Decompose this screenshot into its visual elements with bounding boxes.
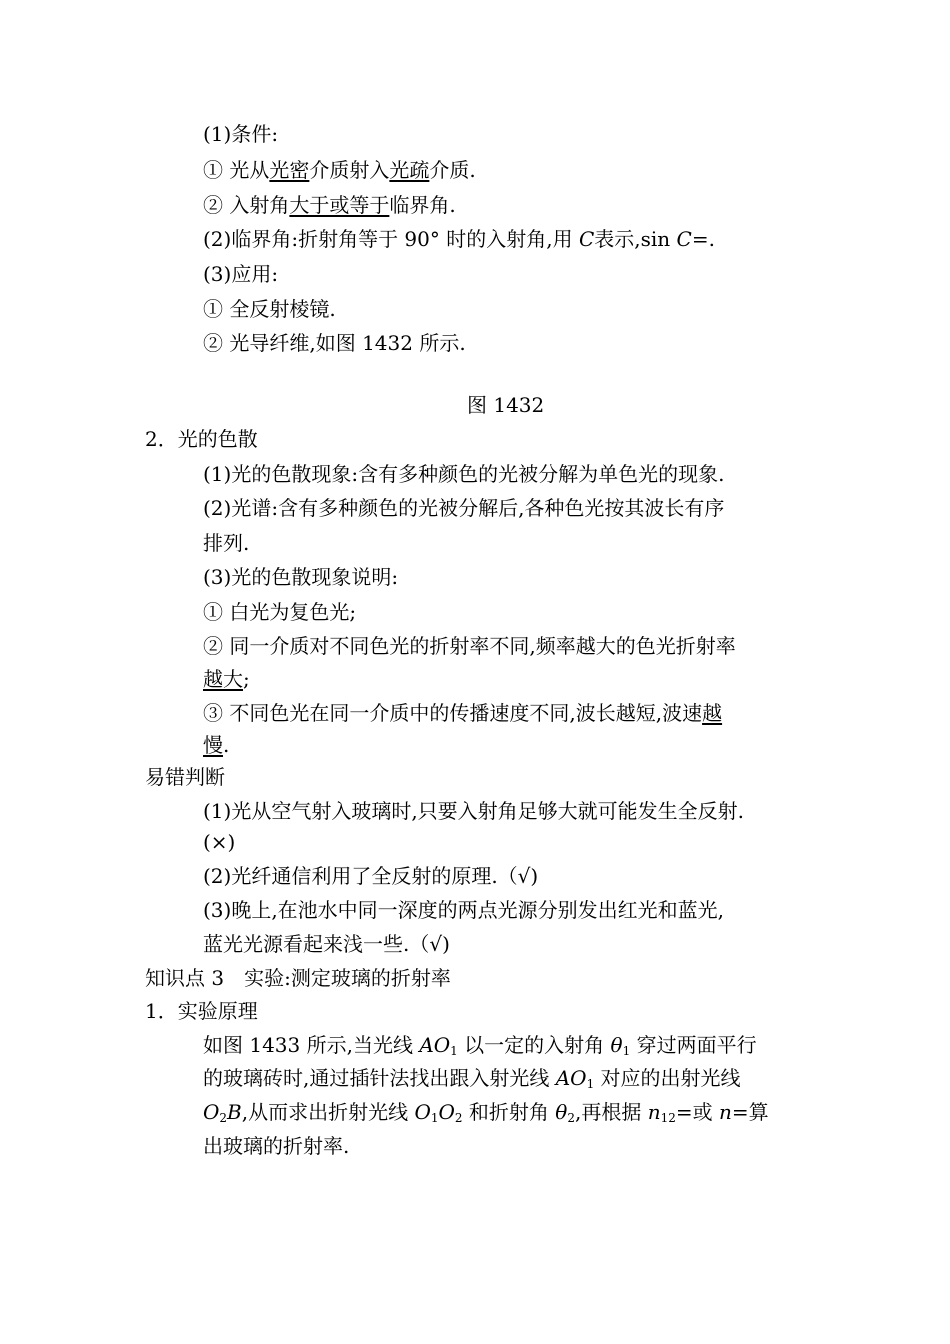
text: 的玻璃砖时,通过插针法找出跟入射光线 bbox=[203, 1066, 556, 1090]
subscript: 2 bbox=[454, 1111, 463, 1125]
subheading-principle: 1．实验原理 bbox=[145, 999, 258, 1023]
text: (2)临界角:折射角等于 90° 时的入射角,用 bbox=[203, 227, 579, 251]
text: 表示,sin bbox=[594, 227, 677, 251]
underlined-term: 越大 bbox=[203, 667, 243, 691]
symbol-O: O bbox=[414, 1100, 431, 1124]
text: 和折射角 bbox=[462, 1100, 556, 1124]
application-2: ② 光导纤维,如图 1432 所示. bbox=[203, 331, 466, 355]
principle-line3 bbox=[203, 1100, 769, 1124]
text: 如图 1433 所示,当光线 bbox=[203, 1033, 420, 1057]
principle-line1 bbox=[203, 1033, 757, 1057]
subscript: 1 bbox=[586, 1077, 595, 1091]
judgement-3-line2: 蓝光光源看起来浅一些.（√) bbox=[203, 932, 450, 956]
symbol-theta: θ bbox=[555, 1100, 568, 1124]
text: =算 bbox=[731, 1100, 769, 1124]
judgement-1-line2: (×) bbox=[203, 830, 236, 854]
underlined-term: 大于或等于 bbox=[289, 193, 390, 217]
underlined-term: 光疏 bbox=[389, 158, 430, 182]
symbol-n: n bbox=[718, 1100, 732, 1124]
principle-line4: 出玻璃的折射率. bbox=[203, 1134, 350, 1158]
section-heading-dispersion: 2．光的色散 bbox=[145, 427, 258, 451]
figure-caption: 图 1432 bbox=[467, 393, 545, 417]
text: 以一定的入射角 bbox=[457, 1033, 611, 1057]
application-title: (3)应用: bbox=[203, 262, 279, 286]
dispersion-p3-2-line2 bbox=[203, 667, 250, 691]
text: ,再根据 bbox=[574, 1100, 648, 1124]
dispersion-p2-line2: 排列. bbox=[203, 531, 250, 555]
subscript: 1 bbox=[430, 1111, 439, 1125]
section-heading-knowledge-3: 知识点 3 实验:测定玻璃的折射率 bbox=[145, 966, 451, 990]
subscript: 2 bbox=[567, 1111, 575, 1125]
symbol-C: C bbox=[676, 227, 692, 251]
underlined-term: 光密 bbox=[269, 158, 310, 182]
text: 临界角. bbox=[389, 193, 456, 217]
condition-1 bbox=[203, 158, 476, 182]
text: 对应的出射光线 bbox=[594, 1066, 741, 1090]
text: ② 入射角 bbox=[203, 193, 290, 217]
critical-angle bbox=[203, 227, 715, 251]
symbol-O: O bbox=[438, 1100, 455, 1124]
symbol-n: n bbox=[647, 1100, 661, 1124]
text: 介质. bbox=[429, 158, 476, 182]
section-heading-judgement: 易错判断 bbox=[145, 765, 225, 789]
dispersion-p3: (3)光的色散现象说明: bbox=[203, 565, 399, 589]
application-1: ① 全反射棱镜. bbox=[203, 297, 336, 321]
judgement-1-line1: (1)光从空气射入玻璃时,只要入射角足够大就可能发生全反射. bbox=[203, 799, 745, 823]
principle-line2 bbox=[203, 1066, 741, 1090]
subscript: 2 bbox=[219, 1111, 228, 1125]
text: =. bbox=[691, 227, 715, 251]
subscript: 12 bbox=[660, 1111, 676, 1125]
symbol-O: O bbox=[203, 1100, 220, 1124]
text: =或 bbox=[675, 1100, 719, 1124]
judgement-2: (2)光纤通信利用了全反射的原理.（√) bbox=[203, 864, 539, 888]
symbol-B: B bbox=[227, 1100, 242, 1124]
judgement-3-line1: (3)晚上,在池水中同一深度的两点光源分别发出红光和蓝光, bbox=[203, 898, 725, 922]
dispersion-p2-line1: (2)光谱:含有多种颜色的光被分解后,各种色光按其波长有序 bbox=[203, 496, 725, 520]
text: 介质射入 bbox=[309, 158, 390, 182]
dispersion-p1: (1)光的色散现象:含有多种颜色的光被分解为单色光的现象. bbox=[203, 462, 725, 486]
underlined-term: 越 bbox=[702, 701, 723, 725]
subscript: 1 bbox=[450, 1044, 458, 1058]
text: ③ 不同色光在同一介质中的传播速度不同,波长越短,波速 bbox=[203, 701, 703, 725]
symbol-AO: AO bbox=[555, 1066, 587, 1090]
dispersion-p3-3-line2 bbox=[203, 733, 229, 757]
text: 穿过两面平行 bbox=[630, 1033, 757, 1057]
symbol-theta: θ bbox=[610, 1033, 623, 1057]
text: ,从而求出折射光线 bbox=[241, 1100, 415, 1124]
text: . bbox=[223, 733, 230, 757]
subscript: 1 bbox=[622, 1044, 631, 1058]
dispersion-p3-2-line1: ② 同一介质对不同色光的折射率不同,频率越大的色光折射率 bbox=[203, 634, 736, 658]
condition-2 bbox=[203, 193, 456, 217]
dispersion-p3-1: ① 白光为复色光; bbox=[203, 600, 357, 624]
underlined-term: 慢 bbox=[203, 733, 223, 757]
text: ① 光从 bbox=[203, 158, 270, 182]
dispersion-p3-3-line1 bbox=[203, 701, 722, 725]
condition-title: (1)条件: bbox=[203, 122, 279, 146]
text: ; bbox=[243, 667, 250, 691]
symbol-AO: AO bbox=[419, 1033, 451, 1057]
symbol-C: C bbox=[578, 227, 595, 251]
